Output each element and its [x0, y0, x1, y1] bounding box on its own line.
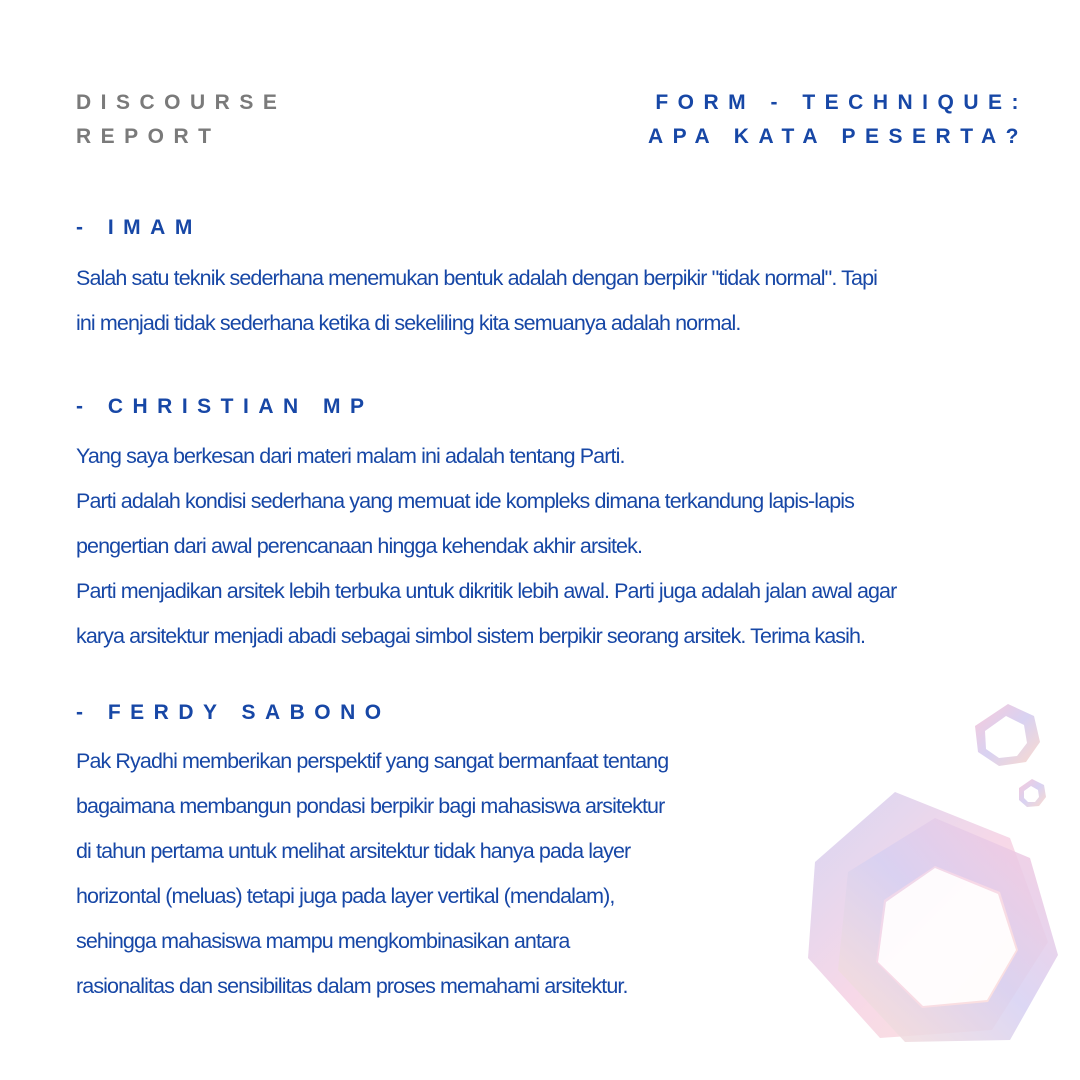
header-left-line-1: DISCOURSE	[76, 91, 287, 114]
page-title-line-1: FORM - TECHNIQUE:	[655, 91, 1028, 114]
text-line: Yang saya berkesan dari materi malam ini adalah tentang Parti.	[76, 444, 625, 468]
text-line: Parti menjadikan arsitek lebih terbuka untuk dikritik lebih awal. Parti juga adalah jalan awal agar	[76, 579, 897, 603]
page-title-line-2: APA KATA PESERTA?	[647, 125, 1028, 148]
section-name-christian: - CHRISTIAN MP	[76, 395, 374, 418]
text-line: Parti adalah kondisi sederhana yang memuat ide kompleks dimana terkandung lapis-lapis	[76, 489, 855, 513]
section-name-ferdy: - FERDY SABONO	[76, 701, 391, 724]
section-name-imam: - IMAM	[76, 216, 202, 239]
text-line: sehingga mahasiswa mampu mengkombinasikan antara	[76, 929, 570, 953]
tiny-heptagon-ring-shape	[1019, 779, 1046, 807]
header-left-line-2: REPORT	[76, 125, 221, 148]
text-line: Pak Ryadhi memberikan perspektif yang sangat bermanfaat tentang	[76, 749, 669, 773]
text-line: Salah satu teknik sederhana menemukan bentuk adalah dengan berpikir "tidak normal". Tapi	[76, 266, 877, 290]
text-line: horizontal (meluas) tetapi juga pada layer vertikal (mendalam),	[76, 884, 615, 908]
text-line: pengertian dari awal perencanaan hingga kehendak akhir arsitek.	[76, 534, 643, 558]
text-line: ini menjadi tidak sederhana ketika di sekeliling kita semuanya adalah normal.	[76, 311, 741, 335]
text-line: di tahun pertama untuk melihat arsitektur tidak hanya pada layer	[76, 839, 631, 863]
text-line: karya arsitektur menjadi abadi sebagai simbol sistem berpikir seorang arsitek. Terima kasih.	[76, 624, 866, 648]
text-line: rasionalitas dan sensibilitas dalam proses memahami arsitektur.	[76, 974, 628, 998]
small-heptagon-ring-shape	[975, 704, 1040, 766]
text-line: bagaimana membangun pondasi berpikir bagi mahasiswa arsitektur	[76, 794, 665, 818]
